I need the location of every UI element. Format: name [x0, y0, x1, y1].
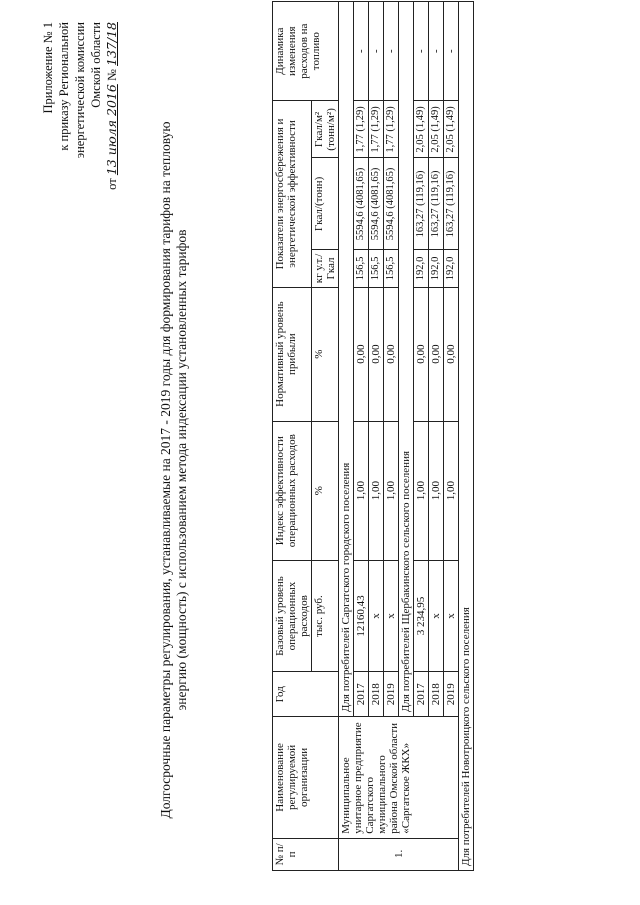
unit-energy-2: Гкал/(тонн)	[312, 158, 339, 250]
cell-energy-3: 1,77 (1,29)	[369, 101, 384, 158]
appendix-line-2: к приказу Региональной	[57, 22, 71, 151]
cell-profit: 0,00	[444, 287, 459, 421]
cell-index: 1,00	[429, 421, 444, 560]
cell-dynamics: -	[414, 2, 429, 101]
cell-profit: 0,00	[369, 287, 384, 421]
cell-energy-2: 163,27 (119,16)	[429, 158, 444, 250]
header-organization: Наименование регулируемой организации	[273, 717, 339, 839]
cell-index: 1,00	[369, 421, 384, 560]
header-number: № п/п	[273, 838, 339, 870]
cell-base: х	[384, 560, 399, 672]
cell-base: х	[429, 560, 444, 672]
header-base-level: Базовый уровень операционных расходов	[273, 560, 312, 672]
cell-energy-3: 2,05 (1,49)	[444, 101, 459, 158]
org-number: 1.	[392, 849, 405, 858]
appendix-number: 137/18	[104, 22, 119, 66]
appendix-line-5	[104, 22, 120, 232]
cell-energy-3: 2,05 (1,49)	[429, 101, 444, 158]
appendix-line-4: Омской области	[89, 22, 103, 108]
cell-energy-2: 163,27 (119,16)	[444, 158, 459, 250]
cell-energy-3: 1,77 (1,29)	[384, 101, 399, 158]
cell-base: х	[444, 560, 459, 672]
cell-index: 1,00	[354, 421, 369, 560]
title-line-2: энергию (мощность) с использованием метода индексации установленных тарифов	[174, 229, 189, 711]
cell-year: 2017	[354, 672, 369, 717]
appendix-header	[40, 22, 120, 232]
unit-profit: %	[312, 287, 339, 421]
cell-energy-2: 5594,6 (4081,65)	[369, 158, 384, 250]
cell-profit: 0,00	[429, 287, 444, 421]
cell-dynamics: -	[444, 2, 459, 101]
org-name-cell	[339, 717, 459, 839]
header-efficiency-index: Индекс эффективности операционных расходов	[273, 421, 312, 560]
appendix-date-prefix: от	[105, 178, 119, 190]
cell-energy-1: 156,5	[384, 250, 399, 287]
section-row	[459, 2, 474, 871]
appendix-line-1: Приложение № 1	[41, 22, 55, 114]
appendix-date: 13 июля 2016	[104, 84, 119, 176]
cell-dynamics: -	[369, 2, 384, 101]
cell-dynamics: -	[354, 2, 369, 101]
header-year: Год	[273, 672, 339, 717]
cell-energy-3: 1,77 (1,29)	[354, 101, 369, 158]
cell-energy-1: 192,0	[429, 250, 444, 287]
section-row	[339, 2, 354, 871]
cell-energy-2: 5594,6 (4081,65)	[384, 158, 399, 250]
cell-base: 3 234,95	[414, 560, 429, 672]
cell-profit: 0,00	[414, 287, 429, 421]
appendix-line-3: энергетической комиссии	[73, 22, 87, 159]
cell-energy-3: 2,05 (1,49)	[414, 101, 429, 158]
header-fuel-dynamics: Динамика изменения расходов на топливо	[273, 2, 339, 101]
cell-base: 12160,43	[354, 560, 369, 672]
cell-year: 2019	[384, 672, 399, 717]
cell-energy-1: 156,5	[354, 250, 369, 287]
unit-base: тыс. руб.	[312, 560, 339, 672]
cell-year: 2017	[414, 672, 429, 717]
cell-index: 1,00	[444, 421, 459, 560]
cell-profit: 0,00	[354, 287, 369, 421]
cell-energy-1: 192,0	[444, 250, 459, 287]
cell-energy-1: 192,0	[414, 250, 429, 287]
cell-profit: 0,00	[384, 287, 399, 421]
unit-energy-3: Гкал/м² (тонн/м²)	[312, 101, 339, 158]
header-profit-level: Нормативный уровень прибыли	[273, 287, 312, 421]
section-label: Для потребителей Саргатского городского поселения	[339, 2, 354, 717]
appendix-number-label: №	[105, 69, 119, 82]
org-name: Муниципальное унитарное предприятие Саргатского муниципального района Омской области «Саргатское ЖКХ»	[340, 722, 412, 834]
title-line-1: Долгосрочные параметры регулирования, устанавливаемые на 2017 - 2019 годы для формирования тарифов на тепловую	[158, 121, 173, 819]
section-spacer	[339, 838, 459, 870]
cell-year: 2018	[369, 672, 384, 717]
cell-base: х	[369, 560, 384, 672]
cell-year: 2019	[444, 672, 459, 717]
cell-energy-2: 163,27 (119,16)	[414, 158, 429, 250]
cell-energy-2: 5594,6 (4081,65)	[354, 158, 369, 250]
unit-index: %	[312, 421, 339, 560]
header-row	[273, 2, 312, 871]
section-label: Для потребителей Новотроицкого сельского поселения	[459, 2, 474, 871]
header-energy-indicators: Показатели энергосбережения и энергетической эффективности	[273, 101, 312, 287]
parameters-table	[272, 1, 474, 871]
cell-dynamics: -	[429, 2, 444, 101]
section-label: Для потребителей Щербакинского сельского поселения	[399, 2, 414, 717]
cell-year: 2018	[429, 672, 444, 717]
cell-index: 1,00	[414, 421, 429, 560]
cell-energy-1: 156,5	[369, 250, 384, 287]
cell-index: 1,00	[384, 421, 399, 560]
document-title	[158, 75, 190, 865]
unit-energy-1: кг у.т./ Гкал	[312, 250, 339, 287]
cell-dynamics: -	[384, 2, 399, 101]
